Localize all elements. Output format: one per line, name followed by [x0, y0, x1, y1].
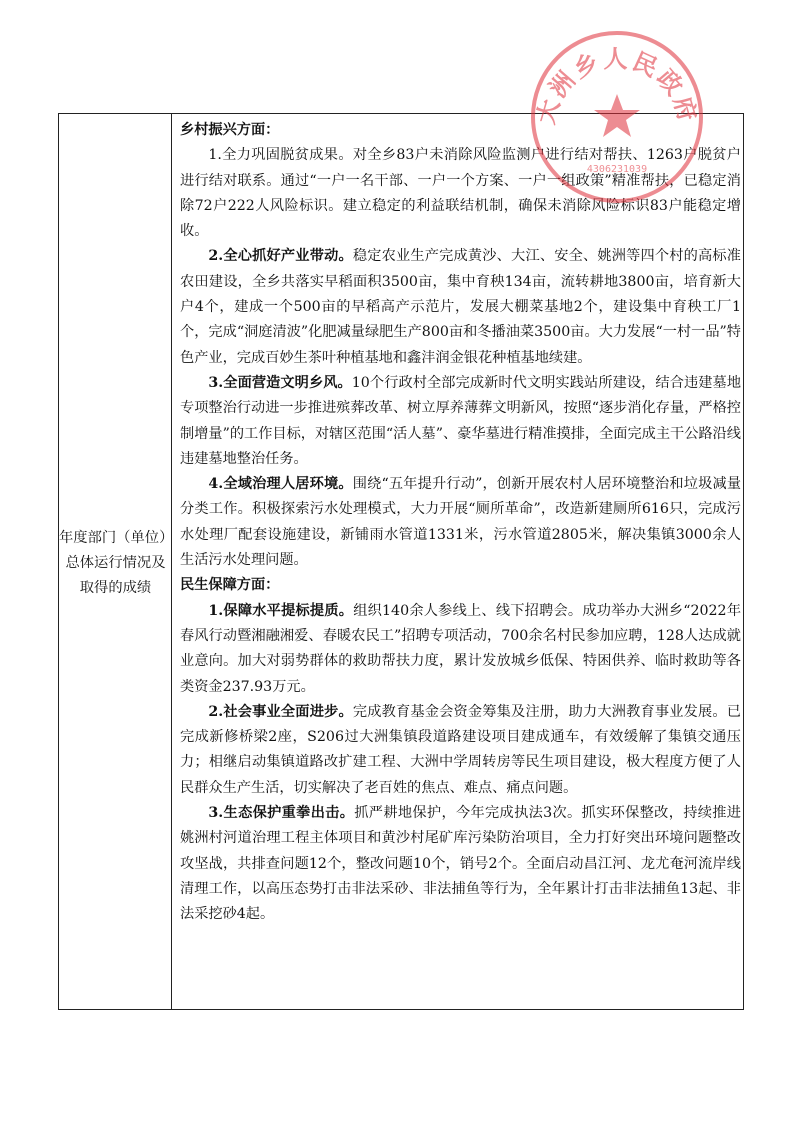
section-heading-livelihood: 民生保障方面： [180, 577, 280, 594]
paragraph-lead: 4.全域治理人居环境。 [208, 476, 353, 493]
row-label-line-1: 年度部门（单位） [59, 530, 174, 546]
content-cell [172, 118, 745, 928]
paragraph-livelihood-1 [180, 599, 741, 700]
svg-text:大洲乡人民政府: 大洲乡人民政府 [531, 45, 703, 128]
paragraph-rural-1 [180, 143, 741, 244]
paragraph-text: 组织140余人参线上、线下招聘会。成功举办大洲乡“2022年春风行动暨湘融湘爱、春暖农民工”招聘专项活动，700余名村民参加应聘，128人达成就业意向。加大对弱势群体的救助帮扶力度，累计发放城乡低保、特困供养、临时救助等各类资金237.93万元。 [180, 602, 742, 695]
paragraph-livelihood-3 [180, 801, 741, 927]
paragraph-text: 完成教育基金会资金筹集及注册，助力大洲教育事业发展。已完成新修桥梁2座，S206过大洲集镇段道路建设项目建成通车，有效缓解了集镇交通压力；相继启动集镇道路改扩建工程、大洲中学周转房等民生项目建设，极大程度方便了人民群众生产生活，切实解决了老百姓的焦点、难点、痛点问题。 [180, 703, 741, 796]
section-heading-rural: 乡村振兴方面： [180, 122, 280, 138]
report-table [58, 113, 744, 1010]
paragraph-text: 10个行政村全部完成新时代文明实践站所建设，结合违建墓地专项整治行动进一步推进殡葬改革、树立厚养薄葬文明新风，按照“逐步消化存量，严格控制增量”的工作目标，对辖区范围“活人墓”、豪华墓进行精准摸排，全面完成主干公路沿线违建墓地整治任务。 [180, 374, 742, 467]
row-label-line-2: 总体运行情况及 [65, 555, 166, 571]
paragraph-lead: 2.社会事业全面进步。 [208, 703, 353, 720]
svg-text:4306231039: 4306231039 [586, 164, 648, 175]
paragraph-text: 稳定农业生产完成黄沙、大江、安全、姚洲等四个村的高标准农田建设，全乡共落实早稻面积3500亩，集中育秧134亩，流转耕地3800亩，培育新大户4个，建成一个500亩的早稻高产示范片，发展大棚菜基地2个，建设集中育秧工厂1个，完成“洞庭清波”化肥减量绿肥生产800亩和冬播油菜3500亩。大力发展“一村一品”特色产业，完成百妙生茶叶种植基地和鑫沣润金银花种植基地续建。 [180, 248, 741, 366]
paragraph-lead: 3.全面营造文明乡风。 [208, 374, 352, 391]
row-label-cell [59, 114, 172, 1009]
paragraph-lead: 1.保障水平提标提质。 [208, 602, 354, 619]
paragraph-lead: 3.生态保护重拳出击。 [208, 805, 355, 822]
paragraph-text: 1.全力巩固脱贫成果。对全乡83户未消除风险监测户进行结对帮扶、1263户脱贫户进行结对联系。通过“一户一名干部、一户一个方案、一户一组政策”精准帮扶，已稳定消除72户222人风险标识。建立稳定的利益联结机制，确保未消除风险标识83户能稳定增收。 [180, 147, 741, 240]
paragraph-lead: 2.全心抓好产业带动。 [208, 248, 353, 265]
paragraph-rural-3 [180, 371, 741, 472]
paragraph-text: 围绕“五年提升行动”，创新开展农村人居环境整治和垃圾减量分类工作。积极探索污水处理模式，大力开展“厕所革命”，改造新建厕所616只，完成污水处理厂配套设施建设，新铺雨水管道1331米，污水管道2805米，解决集镇3000余人生活污水处理问题。 [180, 476, 742, 569]
paragraph-rural-2 [180, 244, 741, 370]
paragraph-livelihood-2 [180, 700, 741, 801]
paragraph-text: 抓严耕地保护，今年完成执法3次。抓实环保整改，持续推进姚洲村河道治理工程主体项目和黄沙村尾矿库污染防治项目，全力打好突出环境问题整改攻坚战，共排查问题12个，整改问题10个，销号2个。全面启动昌江河、龙尤奄河流岸线清理工作，以高压态势打击非法采砂、非法捕鱼等行为，全年累计打击非法捕鱼13起、非法采挖砂4起。 [180, 805, 741, 923]
row-label-line-3: 取得的成绩 [79, 580, 152, 596]
row-label [59, 526, 172, 601]
paragraph-rural-4 [180, 472, 741, 573]
